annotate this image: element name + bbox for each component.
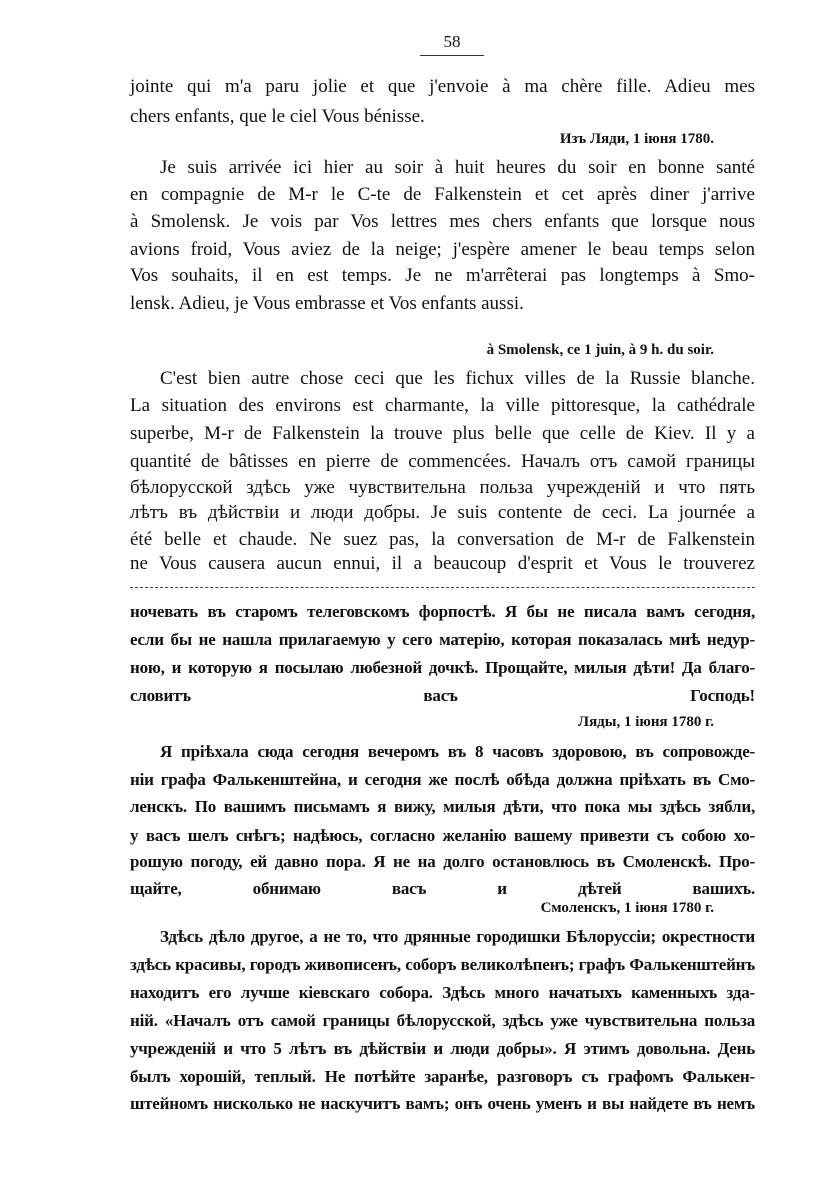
text-line: если бы не нашла прилагаемую у сего матерію, которая показалась мнѣ недур-: [130, 630, 755, 649]
text-line: штейномъ нисколько не наскучитъ вамъ; онъ очень уменъ и вы найдете въ немъ: [130, 1094, 755, 1113]
text-line: Vos souhaits, il en est temps. Je ne m'arrêterai pas longtemps à Smo-: [130, 265, 755, 286]
letter-dateline: à Smolensk, ce 1 juin, à 9 h. du soir.: [486, 342, 714, 358]
text-line: ленскъ. По вашимъ письмамъ я вижу, милыя дѣти, что пока мы здѣсь зябли,: [130, 797, 755, 816]
page-number: 58: [443, 32, 461, 51]
text-line: ній. «Началъ отъ самой границы бѣлорусской, здѣсь уже чувствительна польза: [130, 1011, 755, 1030]
text-line: у васъ шелъ снѣгъ; надѣюсь, согласно желанію вашему привезти съ собою хо-: [130, 826, 755, 845]
text-line: quantité de bâtisses en pierre de commencées. Началъ отъ самой границы: [130, 451, 755, 472]
text-line: Здѣсь дѣло другое, а не то, что дрянные городишки Бѣлоруссіи; окрестности: [160, 927, 755, 946]
text-line: en compagnie de M-r le C-te de Falkenstein et cet après diner j'arrive: [130, 184, 755, 205]
text-line: ночевать въ старомъ телеговскомъ форпостѣ. Я бы не писала вамъ сегодня,: [130, 602, 755, 621]
text-line: chers enfants, que le ciel Vous bénisse.: [130, 106, 425, 127]
text-line: находитъ его лучше кіевскаго собора. Здѣсь много начатыхъ каменныхъ зда-: [130, 983, 755, 1002]
letter-dateline: Смоленскъ, 1 іюня 1780 г.: [540, 900, 714, 916]
text-line: словитъ васъ Господь!: [130, 686, 755, 705]
page-number-rule: [420, 55, 484, 56]
text-line: lensk. Adieu, je Vous embrasse et Vos enfants aussi.: [130, 293, 524, 314]
text-line: бѣлорусской здѣсь уже чувствительна польза учрежденій и что пять: [130, 477, 755, 498]
text-line: été belle et chaude. Ne suez pas, la conversation de M-r de Falkenstein: [130, 529, 755, 550]
text-line: рошую погоду, ей давно пора. Я не на долго остановлюсь въ Смоленскѣ. Про-: [130, 852, 755, 871]
letter-dateline: Изъ Ляди, 1 іюня 1780.: [559, 131, 714, 147]
text-line: superbe, M-r de Falkenstein la trouve plus belle que celle de Kiev. Il y a: [130, 423, 755, 444]
text-line: ne Vous causera aucun ennui, il a beaucoup d'esprit et Vous le trouverez: [130, 553, 755, 574]
text-line: avions froid, Vous aviez de la neige; j'espère amener le beau temps selon: [130, 239, 755, 260]
letter-dateline: Ляды, 1 іюня 1780 г.: [577, 714, 714, 730]
text-line: jointe qui m'a paru jolie et que j'envoie à ma chère fille. Adieu mes: [130, 76, 755, 97]
text-line: былъ хорошій, теплый. Не потѣйте заранѣе, разговоръ съ графомъ Фалькен-: [130, 1067, 755, 1086]
text-line: Je suis arrivée ici hier au soir à huit heures du soir en bonne santé: [160, 157, 755, 178]
text-line: учрежденій и что 5 лѣтъ въ дѣйствіи и люди добры». Я этимъ довольна. День: [130, 1039, 755, 1058]
text-line: à Smolensk. Je vois par Vos lettres mes chers enfants que lorsque nous: [130, 211, 755, 232]
text-line: C'est bien autre chose ceci que les fichux villes de la Russie blanche.: [160, 368, 755, 389]
text-line: лѣтъ въ дѣйствіи и люди добры. Je suis contente de ceci. La journée a: [130, 502, 755, 523]
text-line: щайте, обнимаю васъ и дѣтей вашихъ.: [130, 879, 755, 898]
section-separator-rule: [130, 587, 755, 588]
text-line: ніи графа Фалькенштейна, и сегодня же послѣ обѣда должна пріѣхать въ Смо-: [130, 770, 755, 789]
text-line: Я пріѣхала сюда сегодня вечеромъ въ 8 часовъ здоровою, въ сопровожде-: [160, 742, 755, 761]
text-line: La situation des environs est charmante, la ville pittoresque, la cathédrale: [130, 395, 755, 416]
text-line: здѣсь красивы, городъ живописенъ, соборъ великолѣпенъ; графъ Фалькенштейнъ: [130, 955, 755, 974]
text-line: ною, и которую я посылаю любезной дочкѣ. Прощайте, милыя дѣти! Да благо-: [130, 658, 755, 677]
